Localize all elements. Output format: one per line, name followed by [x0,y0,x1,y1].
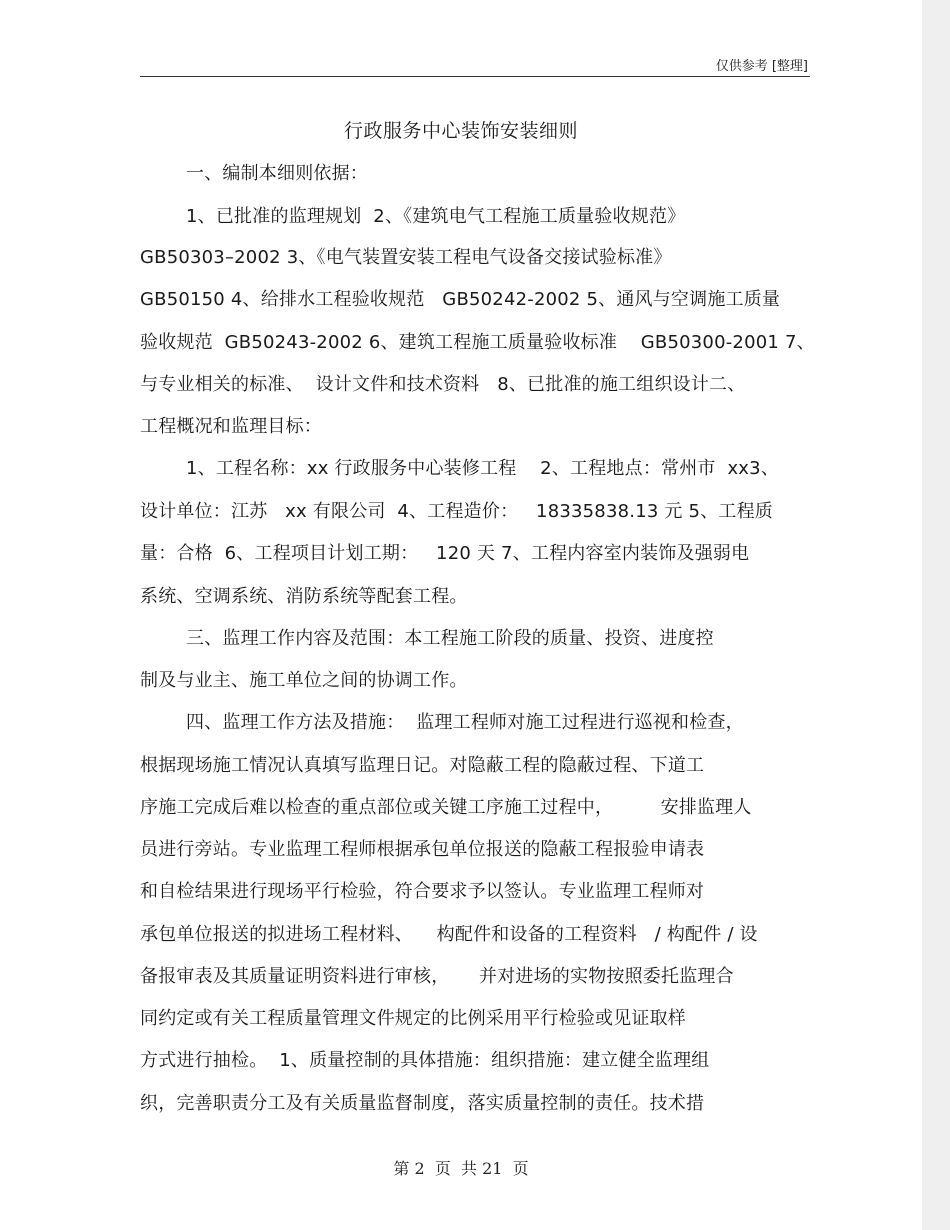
header-divider [140,76,810,77]
body-line: 工程概况和监理目标： [140,416,322,437]
page-number: 第 2 页 共 21 页 [393,1159,529,1178]
body-line: 员进行旁站。专业监理工程师根据承包单位报送的隐蔽工程报验申请表 [140,839,705,860]
body-line: 验收规范 GB50243-2002 6、建筑工程施工质量验收标准 GB50300-2001 7、 [140,332,815,353]
body-line: 系统、空调系统、消防系统等配套工程。 [140,586,468,607]
body-line: 序施工完成后难以检查的重点部位或关键工序施工过程中， 安排监理人 [140,797,752,818]
body-line: 设计单位：江苏 xx 有限公司 4、工程造价： 18335838.13 元 5、工程质 [140,501,773,522]
body-line: GB50150 4、给排水工程验收规范 GB50242-2002 5、通风与空调施工质量 [140,289,781,310]
body-line: 方式进行抽检。 1、质量控制的具体措施：组织措施：建立健全监理组 [140,1050,710,1071]
body-line: 同约定或有关工程质量管理文件规定的比例采用平行检验或见证取样 [140,1008,686,1029]
document-title: 行政服务中心装饰安装细则 [343,120,578,142]
body-line: 1、工程名称：xx 行政服务中心装修工程 2、工程地点：常州市 xx3、 [186,458,780,479]
body-line: 量：合格 6、工程项目计划工期： 120 天 7、工程内容室内装饰及强弱电 [140,543,750,564]
body-line: 承包单位报送的拟进场工程材料、 构配件和设备的工程资料 / 构配件 / 设 [140,924,758,945]
header-note: 仅供参考 [整理] [715,59,808,74]
body-line: 三、监理工作内容及范围：本工程施工阶段的质量、投资、进度控 [186,628,714,649]
body-line: 1、已批准的监理规划 2、《建筑电气工程施工质量验收规范》 [186,206,686,227]
body-line: 和自检结果进行现场平行检验，符合要求予以签认。专业监理工程师对 [140,881,705,902]
body-line: 备报审表及其质量证明资料进行审核， 并对进场的实物按照委托监理合 [140,966,734,987]
body-line: GB50303–2002 3、《电气装置安装工程电气设备交接试验标准》 [140,247,672,268]
body-line: 一、编制本细则依据： [186,163,368,184]
body-line: 制及与业主、施工单位之间的协调工作。 [140,670,468,691]
body-line: 与专业相关的标准、 设计文件和技术资料 8、已批准的施工组织设计二、 [140,374,746,395]
body-line: 四、监理工作方法及措施： 监理工程师对施工过程进行巡视和检查， [186,712,744,733]
body-line: 织，完善职责分工及有关质量监督制度，落实质量控制的责任。技术措 [140,1093,705,1114]
body-line: 根据现场施工情况认真填写监理日记。对隐蔽工程的隐蔽过程、下道工 [140,755,705,776]
